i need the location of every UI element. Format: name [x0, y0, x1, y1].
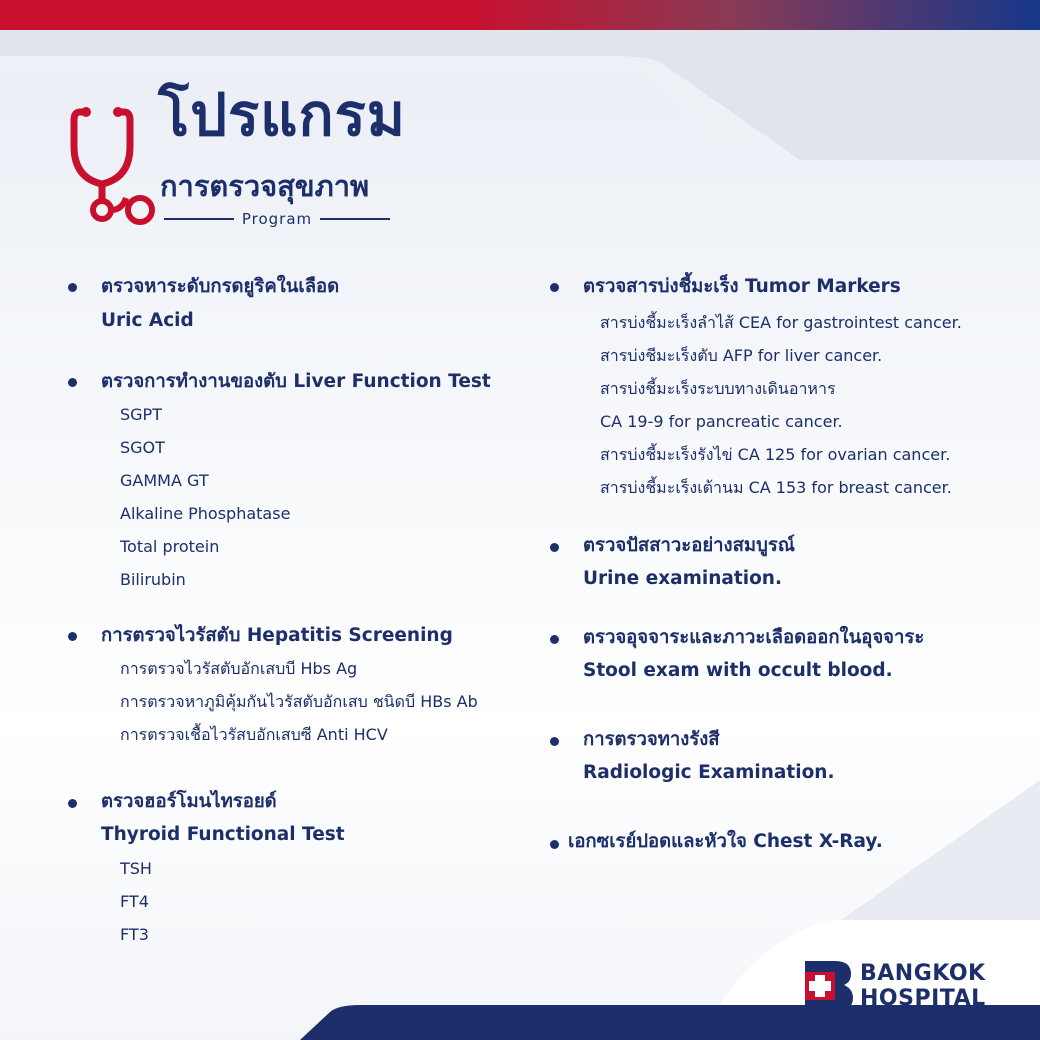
top-accent-bar: [0, 0, 1040, 30]
sub-item: สารบ่งชี้มะเร็งระบบทางเดินอาหาร: [600, 379, 836, 398]
item-title-th: ตรวจปัสสาวะอย่างสมบูรณ์: [583, 535, 795, 556]
program-label: Program: [241, 210, 313, 228]
brand-line-1: BANGKOK: [860, 961, 986, 986]
sub-item: การตรวจหาภูมิคุ้มกันไวรัสตับอักเสบ ชนิดบี HBs Ab: [120, 692, 478, 711]
item-title-en: Stool exam with occult blood.: [583, 660, 893, 681]
sub-item: FT3: [120, 925, 149, 944]
sub-item: สารบ่งชี้มะเร็งรังไข่ CA 125 for ovarian cancer.: [600, 445, 951, 464]
program-header: [70, 81, 410, 242]
brand-name: [860, 961, 986, 1011]
brand-line-2: HOSPITAL: [860, 986, 986, 1011]
sub-item: การตรวจไวรัสตับอักเสบบี Hbs Ag: [120, 659, 358, 678]
sub-item: สารบ่งชี้มะเร็งลำไส้ CEA for gastrointest cancer.: [600, 313, 962, 332]
bullet: [68, 632, 77, 641]
item-title: ตรวจสารบ่งชี้มะเร็ง Tumor Markers: [583, 276, 901, 297]
sub-item: CA 19-9 for pancreatic cancer.: [600, 412, 843, 431]
bangkok-hospital-logo-icon: [805, 961, 853, 1011]
bullet: [550, 543, 559, 552]
sub-item: สารบ่งชี้มะเร็งเต้านม CA 153 for breast cancer.: [600, 478, 952, 497]
sub-item: SGOT: [120, 438, 165, 457]
sub-item: Total protein: [120, 537, 220, 556]
item-title-th: ตรวจฮอร์โมนไทรอยด์: [101, 791, 277, 812]
divider-right: [320, 218, 390, 220]
sub-item: การตรวจเชื้อไวรัสบอักเสบซี Anti HCV: [120, 725, 388, 744]
item-title: ตรวจการทำงานของตับ Liver Function Test: [101, 371, 491, 392]
page-title: โปรแกรม: [158, 81, 407, 149]
sub-item: GAMMA GT: [120, 471, 209, 490]
sub-item: SGPT: [120, 405, 162, 424]
program-label-row: [164, 209, 390, 229]
sub-item: Bilirubin: [120, 570, 186, 589]
item-title: การตรวจไวรัสตับ Hepatitis Screening: [101, 625, 453, 646]
item-title-th: การตรวจทางรังสี: [583, 729, 720, 750]
bullet: [68, 799, 77, 808]
item-title-th: ตรวจอุจจาระและภาวะเลือดออกในอุจจาระ: [583, 627, 925, 648]
bullet: [550, 283, 559, 292]
item-title-en: Urine examination.: [583, 568, 782, 589]
item-title-en: Uric Acid: [101, 310, 194, 331]
bangkok-hospital-brand: [805, 961, 1015, 1015]
sub-item: สารบ่งชีมะเร็งตับ AFP for liver cancer.: [600, 346, 883, 365]
item-title-en: Thyroid Functional Test: [101, 824, 345, 845]
bullet: [550, 635, 559, 644]
bullet: [68, 283, 77, 292]
bullet: [550, 737, 559, 746]
item-title-en: Radiologic Examination.: [583, 762, 835, 783]
item-title: เอกซเรย์ปอดและหัวใจ Chest X-Ray.: [568, 831, 883, 852]
stethoscope-icon: [70, 100, 160, 230]
divider-left: [164, 218, 234, 220]
item-title-th: ตรวจหาระดับกรดยูริคในเลือด: [101, 276, 340, 297]
sub-item: FT4: [120, 892, 149, 911]
sub-item: TSH: [120, 859, 152, 878]
bullet: [550, 840, 559, 849]
sub-item: Alkaline Phosphatase: [120, 504, 291, 523]
page-subtitle: การตรวจสุขภาพ: [160, 169, 370, 203]
bullet: [68, 378, 77, 387]
